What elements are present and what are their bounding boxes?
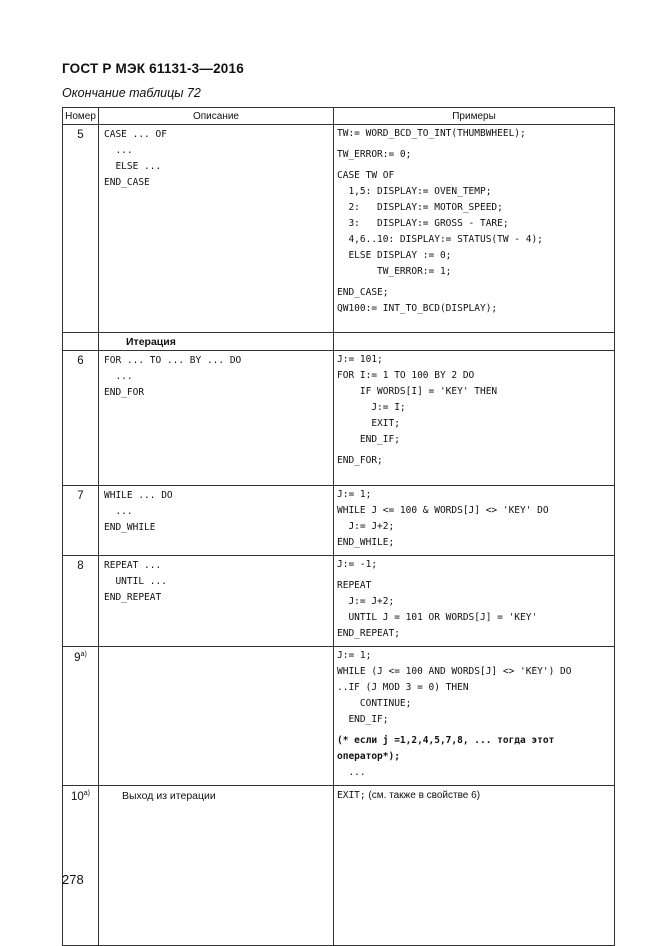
document-title: ГОСТ Р МЭК 61131-3—2016 — [62, 61, 244, 76]
feature-number — [63, 125, 99, 333]
feature-number-value: 10 — [70, 790, 84, 803]
table-row — [63, 486, 615, 556]
section-examples-cell — [334, 333, 615, 351]
example-code-line: END_FOR; — [337, 455, 383, 466]
example-code-line: оператор*); — [337, 751, 400, 762]
feature-number-value: 8 — [77, 560, 84, 572]
page-number: 278 — [62, 872, 84, 887]
description-code-line: ... — [104, 506, 133, 517]
feature-description — [99, 125, 334, 333]
example-code-line: IF WORDS[I] = 'KEY' THEN — [337, 386, 498, 397]
example-code-line: J:= J+2; — [337, 521, 395, 532]
example-code-line: J:= J+2; — [337, 596, 395, 607]
feature-number — [63, 786, 99, 946]
footnote-marker: a) — [83, 790, 91, 797]
example-code-line: TW_ERROR:= 0; — [337, 149, 412, 160]
feature-examples — [334, 125, 615, 333]
feature-description — [99, 647, 334, 786]
example-code-line: END_WHILE; — [337, 537, 395, 548]
example-code-line: J:= 1; — [337, 650, 372, 661]
example-code-line: UNTIL J = 101 OR WORDS[J] = 'KEY' — [337, 612, 538, 623]
feature-examples — [334, 556, 615, 647]
table-header-row — [63, 108, 615, 125]
example-code-line: EXIT; — [337, 418, 400, 429]
description-code-line: ... — [104, 145, 133, 156]
feature-description — [99, 486, 334, 556]
feature-number-value: 6 — [77, 355, 84, 367]
table-row — [63, 556, 615, 647]
feature-description — [99, 351, 334, 486]
description-code-line: FOR ... TO ... BY ... DO — [104, 355, 242, 366]
section-number-cell — [63, 333, 99, 351]
description-code-line: END_FOR — [104, 387, 145, 398]
example-code-line: 3: DISPLAY:= GROSS - TARE; — [337, 218, 509, 229]
table-continuation-caption: Окончание таблицы 72 — [62, 86, 201, 100]
description-code-line: END_WHILE — [104, 522, 156, 533]
table-row — [63, 351, 615, 486]
example-code-line: J:= 1; — [337, 489, 372, 500]
feature-number-value: 9 — [74, 651, 81, 664]
example-code-line: J:= I; — [337, 402, 406, 413]
example-code-line: CONTINUE; — [337, 698, 412, 709]
table-body — [63, 125, 615, 946]
section-row — [63, 333, 615, 351]
table-row — [63, 647, 615, 786]
example-code-line: END_REPEAT; — [337, 628, 400, 639]
example-code-line: WHILE J <= 100 & WORDS[J] <> 'KEY' DO — [337, 505, 549, 516]
feature-number-value: 5 — [77, 129, 84, 141]
features-table — [62, 107, 615, 946]
example-code-line: ... — [337, 767, 366, 778]
description-code-line: ... — [104, 371, 133, 382]
feature-description: Выход из итерации — [99, 786, 334, 946]
example-code-line: END_CASE; — [337, 287, 389, 298]
example-code-line: 2: DISPLAY:= MOTOR_SPEED; — [337, 202, 503, 213]
description-code-line: END_CASE — [104, 177, 150, 188]
example-code-line: 1,5: DISPLAY:= OVEN_TEMP; — [337, 186, 492, 197]
example-code-line: WHILE (J <= 100 AND WORDS[J] <> 'KEY') DO — [337, 666, 572, 677]
description-code-line: ELSE ... — [104, 161, 162, 172]
example-code-line: (* если j =1,2,4,5,7,8, ... тогда этот — [337, 735, 555, 746]
feature-number — [63, 647, 99, 786]
footnote-marker: a) — [80, 651, 87, 658]
example-code-line: ..IF (J MOD 3 = 0) THEN — [337, 682, 469, 693]
description-code-line: END_REPEAT — [104, 592, 162, 603]
description-code-line: REPEAT ... — [104, 560, 162, 571]
example-code: EXIT; — [337, 790, 366, 801]
example-code-line: J:= -1; — [337, 559, 378, 570]
description-code-line: WHILE ... DO — [104, 490, 173, 501]
example-code-line: TW_ERROR:= 1; — [337, 266, 452, 277]
description-code-line: UNTIL ... — [104, 576, 167, 587]
example-code-line: END_IF; — [337, 434, 400, 445]
example-code-line: TW:= WORD_BCD_TO_INT(THUMBWHEEL); — [337, 128, 526, 139]
feature-number — [63, 351, 99, 486]
feature-description — [99, 556, 334, 647]
description-code-line: CASE ... OF — [104, 129, 167, 140]
example-code-line: FOR I:= 1 TO 100 BY 2 DO — [337, 370, 475, 381]
example-code-line: REPEAT — [337, 580, 372, 591]
example-note: (см. также в свойстве 6) — [365, 790, 481, 801]
example-code-line: CASE TW OF — [337, 170, 395, 181]
table-row — [63, 786, 615, 946]
table-row — [63, 125, 615, 333]
example-code-line: 4,6..10: DISPLAY:= STATUS(TW - 4); — [337, 234, 543, 245]
feature-number-value: 7 — [77, 490, 84, 502]
example-code-line: QW100:= INT_TO_BCD(DISPLAY); — [337, 303, 498, 314]
feature-number — [63, 556, 99, 647]
column-header-number: Номер — [63, 108, 99, 125]
feature-examples — [334, 351, 615, 486]
example-code-line: END_IF; — [337, 714, 389, 725]
example-code-line: J:= 101; — [337, 354, 383, 365]
feature-examples — [334, 486, 615, 556]
feature-examples — [334, 786, 615, 946]
example-code-line: ELSE DISPLAY := 0; — [337, 250, 452, 261]
feature-number — [63, 486, 99, 556]
column-header-description: Описание — [99, 108, 334, 125]
section-label: Итерация — [99, 333, 334, 351]
column-header-examples: Примеры — [334, 108, 615, 125]
feature-examples — [334, 647, 615, 786]
